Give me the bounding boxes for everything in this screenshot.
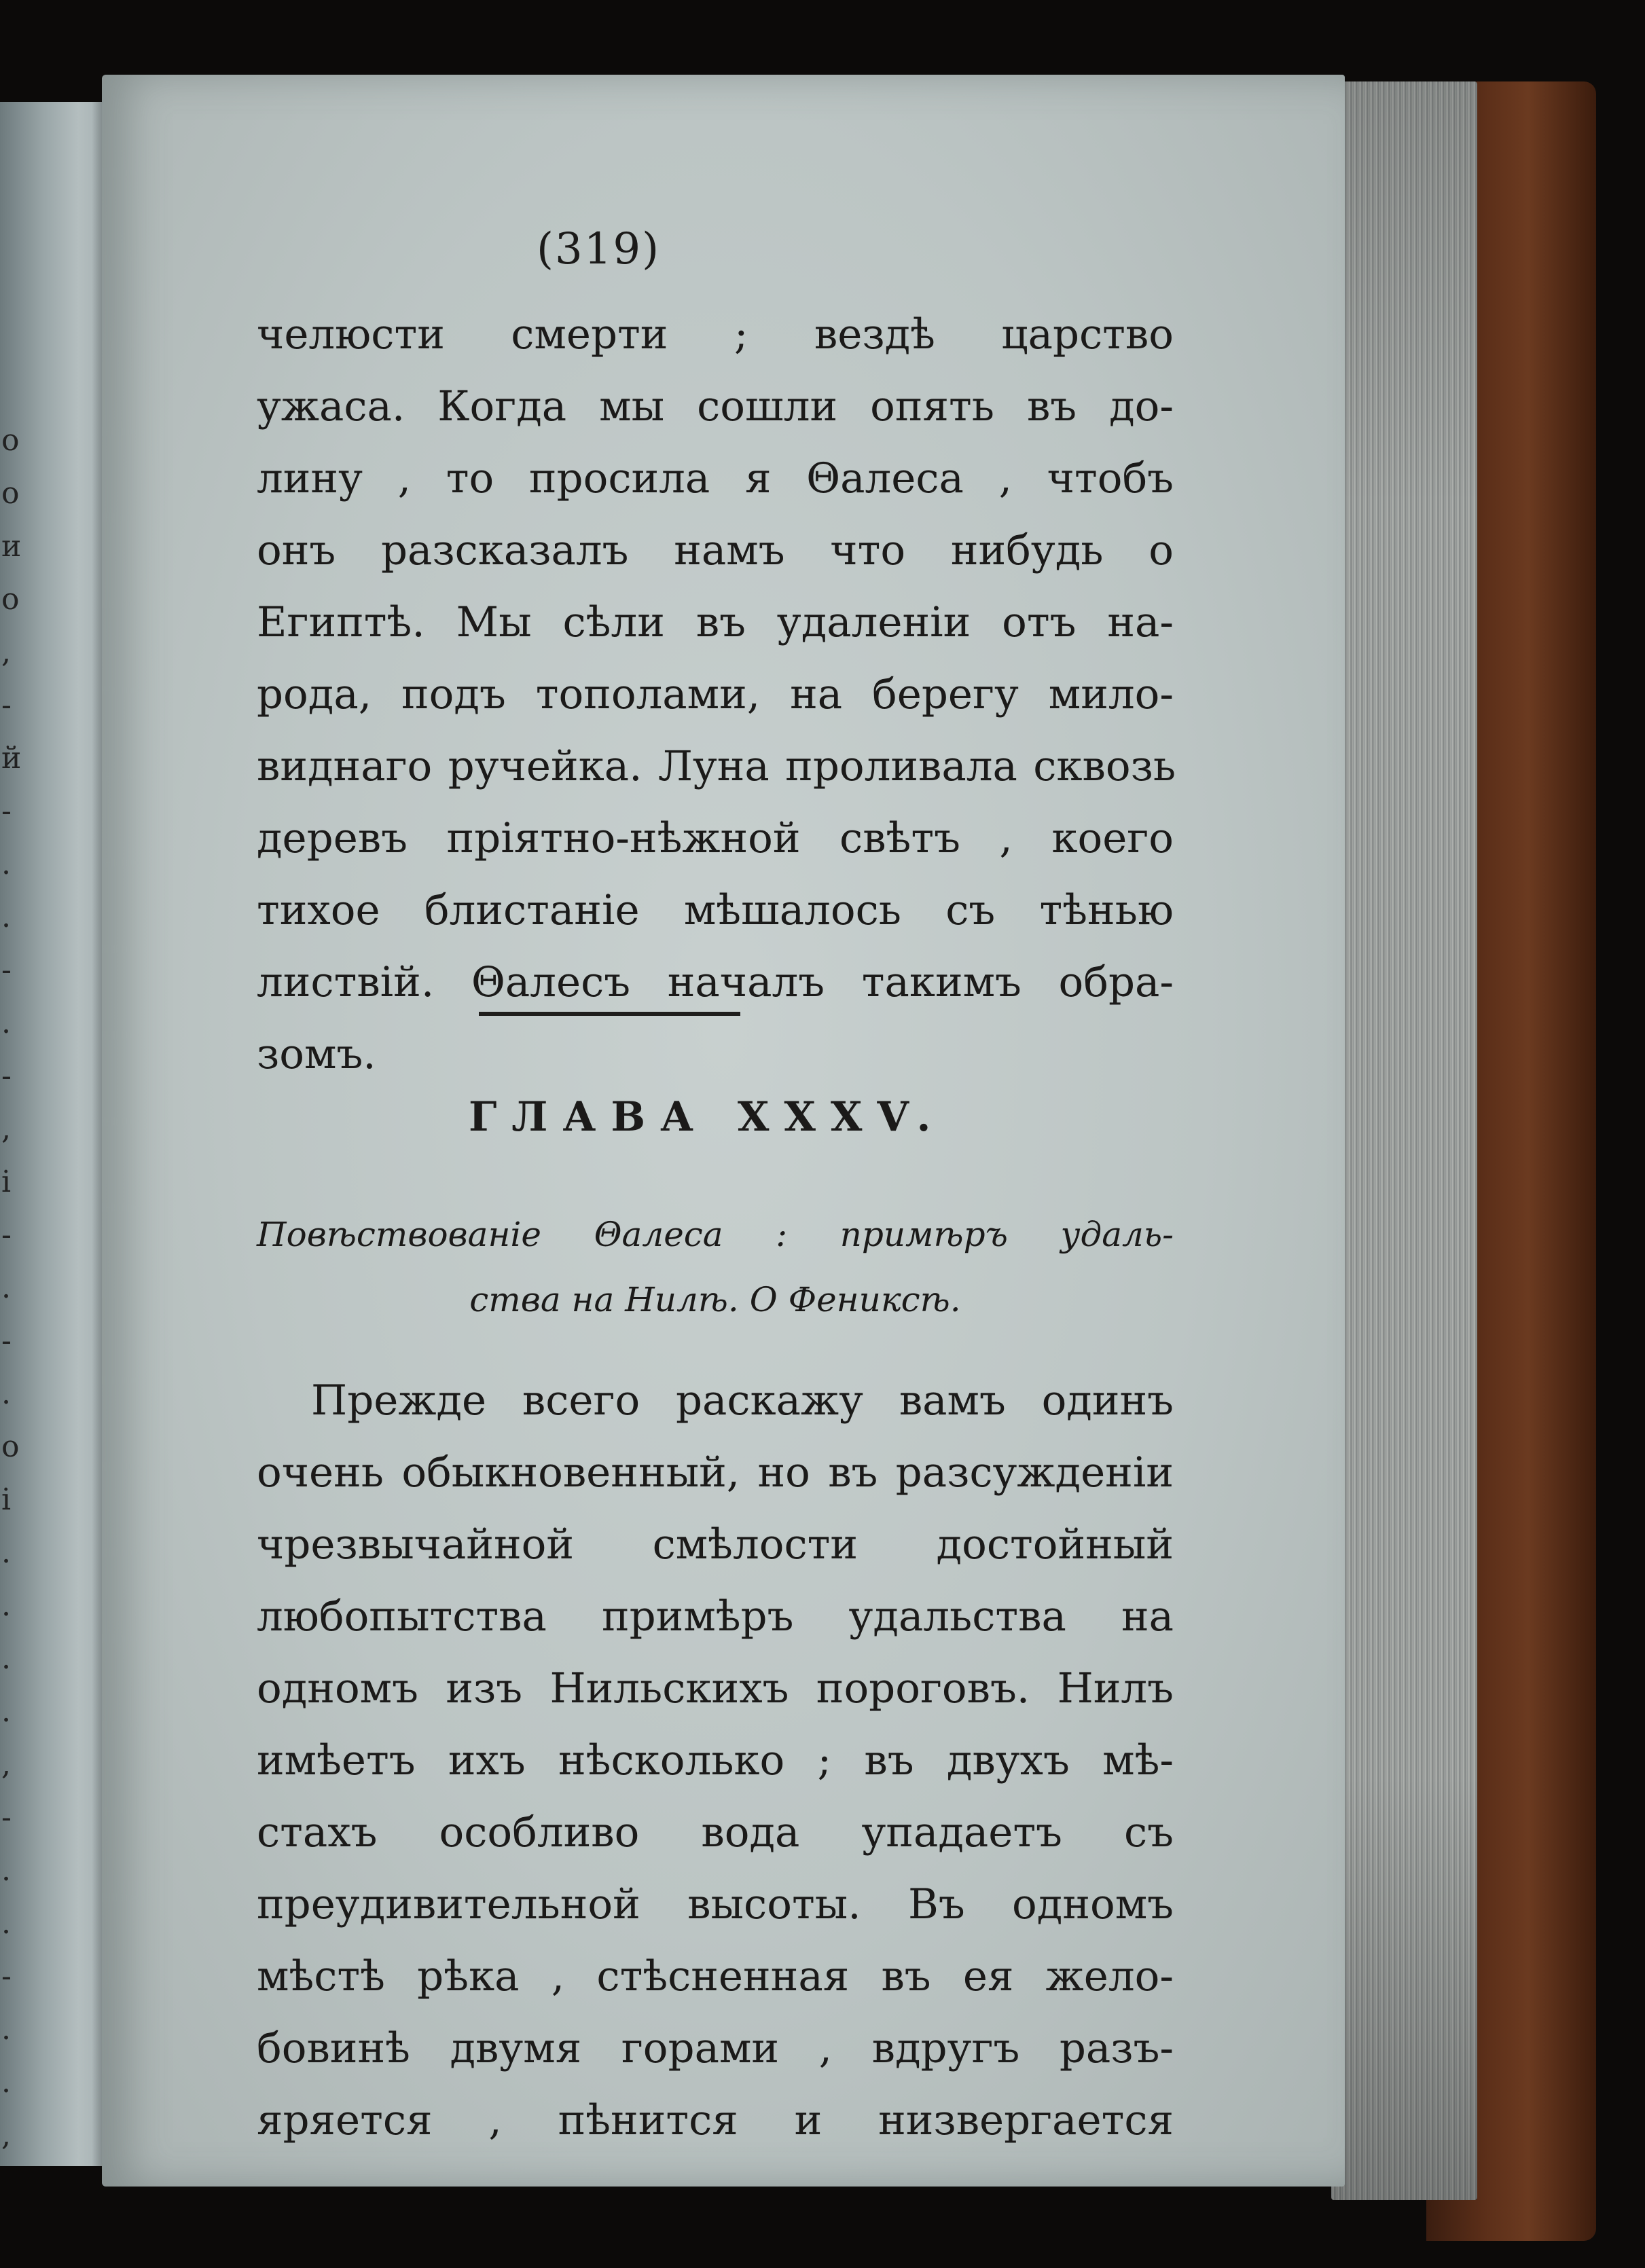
text-line: чрезвычайной смѣлости достойный <box>257 1520 1174 1569</box>
text-line: Прежде всего раскажу вамъ одинъ <box>311 1376 1174 1425</box>
left-page-text-fragments: о о и о , - й - . . - . - , і - . - . о і . . . . , - . . - . . , <box>1 423 22 2153</box>
text-line: онъ разсказалъ намъ что нибудь о <box>257 526 1174 574</box>
text-line: листвій. Θалесъ началъ такимъ обра- <box>257 958 1174 1006</box>
text-line: деревъ пріятно-нѣжной свѣтъ , коего <box>257 814 1174 862</box>
text-line: мѣстѣ рѣка , стѣсненная въ ея жело- <box>257 1952 1174 2000</box>
summary-line: Повѣствованіе Θалеса : примѣръ удаль- <box>257 1215 1174 1254</box>
chapter-summary <box>257 1202 1174 1332</box>
text-line: имѣетъ ихъ нѣсколько ; въ двухъ мѣ- <box>257 1736 1174 1785</box>
right-page <box>102 75 1345 2187</box>
text-line: любопытства примѣръ удальства на <box>257 1592 1174 1641</box>
text-line: преудивительной высоты. Въ одномъ <box>257 1880 1174 1928</box>
page-number: (319) <box>537 224 661 274</box>
text-line: одномъ изъ Нильскихъ пороговъ. Нилъ <box>257 1664 1174 1713</box>
text-line: челюсти смерти ; вездѣ царство <box>257 310 1174 359</box>
page-edges-shade <box>1331 81 1477 2200</box>
text-line: зомъ. <box>257 1030 376 1078</box>
text-line: стахъ особливо вода упадаетъ съ <box>257 1808 1174 1857</box>
chapter-title: ГЛАВА XXXV. <box>469 1093 946 1141</box>
left-page <box>0 102 112 2166</box>
paragraph-2 <box>257 1365 1174 2157</box>
text-line: ужаса. Когда мы сошли опять въ до- <box>257 382 1174 431</box>
text-line: яряется , пѣнится и низвергается <box>257 2096 1174 2144</box>
text-line: Египтѣ. Мы сѣли въ удаленіи отъ на- <box>257 598 1174 646</box>
section-divider <box>479 1012 740 1016</box>
text-line: рода, подъ тополами, на берегу мило- <box>257 670 1174 718</box>
text-line: виднаго ручейка. Луна проливала сквозь <box>257 742 1176 790</box>
text-line: бовинѣ двумя горами , вдругъ разъ- <box>257 2024 1174 2072</box>
text-line: лину , то просила я Θалеса , чтобъ <box>257 454 1174 502</box>
paragraph-1 <box>257 299 1174 1091</box>
text-line: тихое блистаніе мѣшалось съ тѣнью <box>257 886 1174 934</box>
summary-line: ства на Нилѣ. О Фениксѣ. <box>469 1280 961 1319</box>
text-line: очень обыкновенный, но въ разсужденіи <box>257 1448 1174 1497</box>
